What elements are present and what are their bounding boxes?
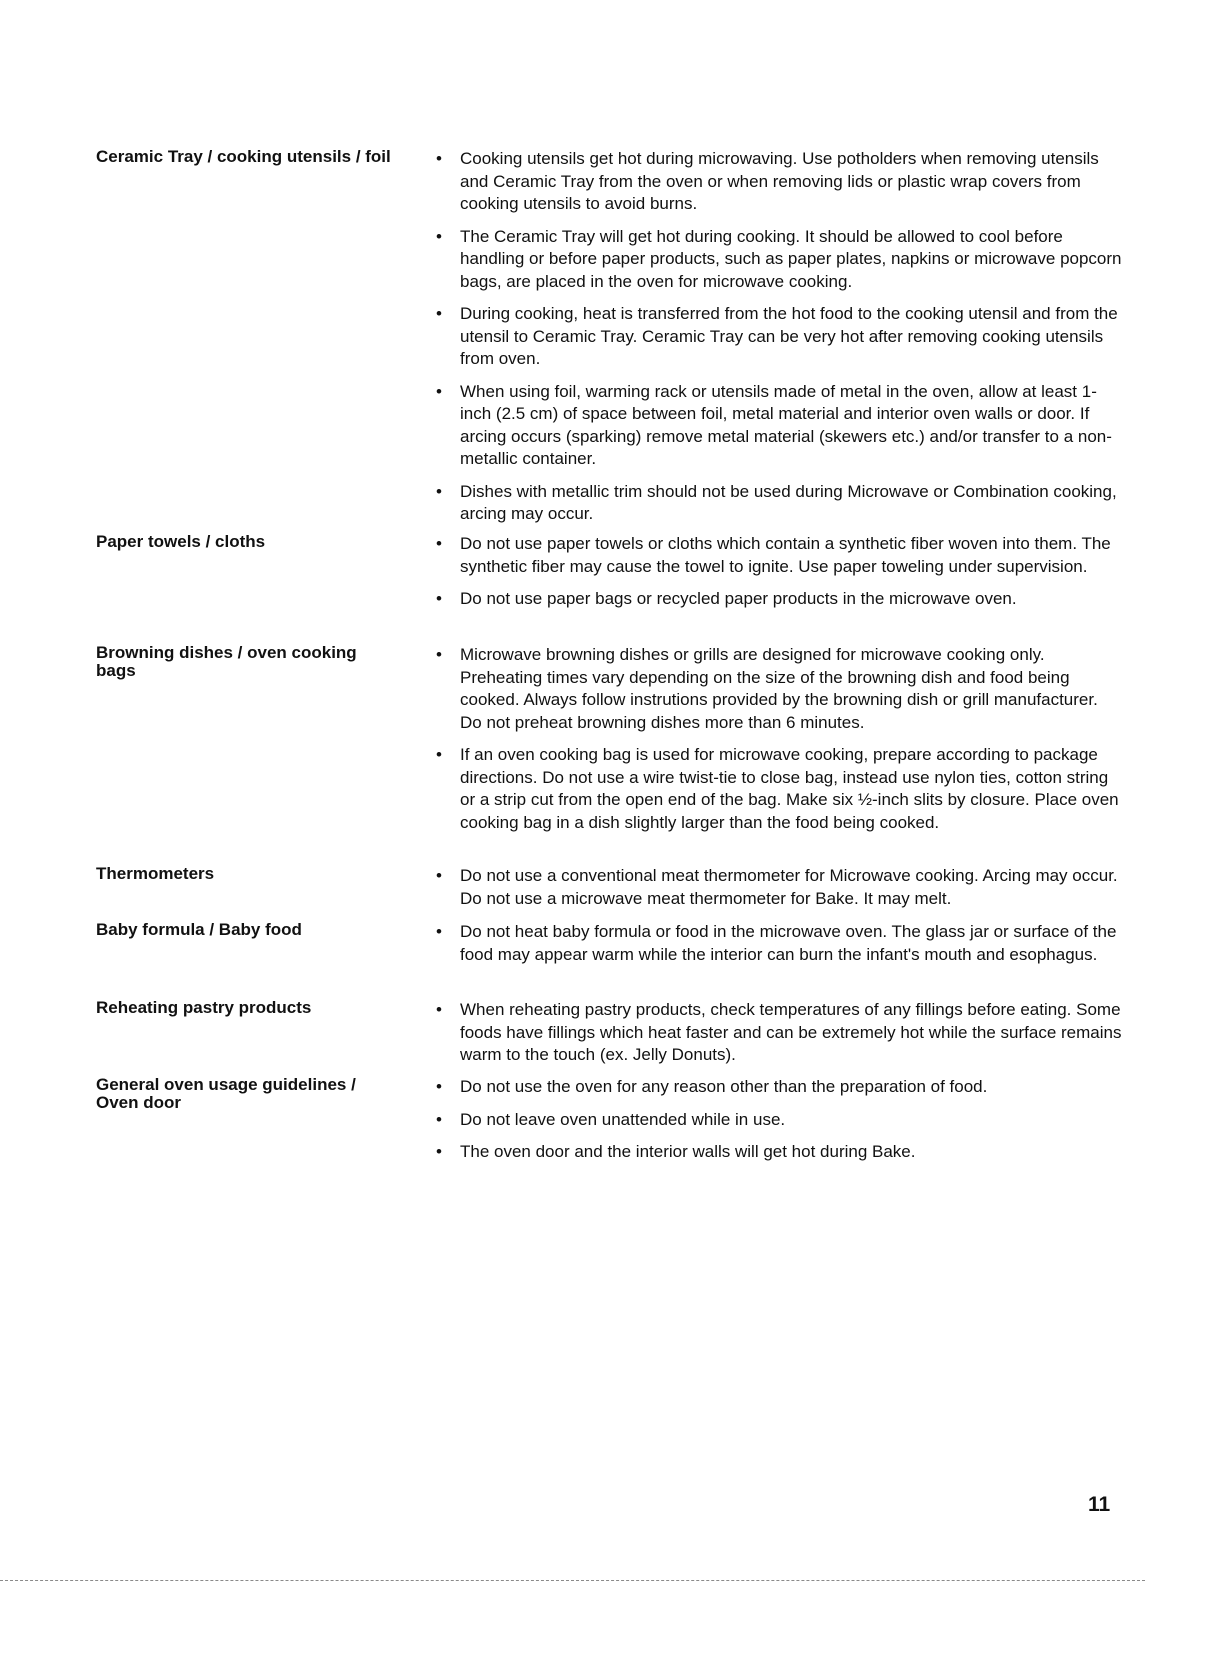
bullet-icon: • xyxy=(436,589,442,608)
section-heading: General oven usage guidelines / Oven door xyxy=(96,1075,356,1112)
item-text: Cooking utensils get hot during microwaving. Use potholders when removing utensils and Ceramic Tray from the oven or when removing lids or plastic wrap covers from cooking utensils to avoid burns. xyxy=(460,149,1099,213)
bullet-icon: • xyxy=(436,866,442,885)
list-item xyxy=(432,921,1122,966)
item-text: Do not leave oven unattended while in use. xyxy=(460,1109,786,1129)
section-heading: Reheating pastry products xyxy=(96,998,312,1017)
bullet-icon: • xyxy=(436,645,442,664)
item-text: When reheating pastry products, check temperatures of any fillings before eating. Some foods have fillings which heat faster and can be extremely hot while the surface remains warm to the touch (ex. Jelly Donuts). xyxy=(460,1000,1122,1064)
list-item xyxy=(432,1141,1122,1164)
list-item xyxy=(432,148,1122,216)
list-item xyxy=(432,381,1122,471)
item-text: The oven door and the interior walls will get hot during Bake. xyxy=(460,1142,916,1161)
bullet-icon: • xyxy=(436,481,442,501)
item-text: Do not heat baby formula or food in the microwave oven. The glass jar or surface of the food may appear warm while the interior can burn the infant's mouth and esophagus. xyxy=(460,922,1117,964)
list-item xyxy=(432,1109,1122,1132)
bullet-icon: • xyxy=(436,745,442,764)
item-text: When using foil, warming rack or utensils made of metal in the oven, allow at least 1-inch (2.5 cm) of space between foil, metal material and interior oven walls or door. If arcing occurs (sparking) remove metal material (skewers etc.) and/or transfer to a non-metallic container. xyxy=(460,381,1112,468)
bullet-list xyxy=(432,921,1122,976)
bullet-icon: • xyxy=(436,149,442,168)
bullet-list xyxy=(432,533,1122,621)
list-item xyxy=(432,744,1122,834)
section-heading: Thermometers xyxy=(96,864,215,883)
item-text: Microwave browning dishes or grills are designed for microwave cooking only. Preheating times vary depending on the size of the browning dish and food being cooked. Always follow instrutions provided by the browning dish or grill manufacturer. Do not preheat browning dishes more than 6 minutes. xyxy=(460,645,1098,732)
bullet-icon: • xyxy=(436,1077,442,1096)
bullet-icon: • xyxy=(436,922,442,941)
list-item xyxy=(432,588,1122,611)
bullet-list xyxy=(432,1076,1122,1174)
section-heading: Ceramic Tray / cooking utensils / foil xyxy=(96,147,391,166)
bullet-icon: • xyxy=(436,1000,442,1019)
bullet-icon: • xyxy=(436,226,442,246)
item-text: Do not use paper bags or recycled paper products in the microwave oven. xyxy=(460,589,1017,608)
item-text: Do not use paper towels or cloths which contain a synthetic fiber woven into them. The synthetic fiber may cause the towel to ignite. Use paper toweling under supervision. xyxy=(460,534,1111,576)
footer-rule xyxy=(0,1580,1145,1581)
list-item xyxy=(432,481,1122,526)
item-text: Dishes with metallic trim should not be used during Microwave or Combination cooking, arcing may occur. xyxy=(460,481,1117,523)
item-text: During cooking, heat is transferred from the hot food to the cooking utensil and from the utensil to Ceramic Tray. Ceramic Tray can be very hot after removing cooking utensils from oven. xyxy=(460,304,1118,368)
item-text: Do not use a conventional meat thermometer for Microwave cooking. Arcing may occur. Do not use a microwave meat thermometer for Bake. It may melt. xyxy=(460,866,1118,908)
bullet-icon: • xyxy=(436,304,442,323)
list-item xyxy=(432,533,1122,578)
item-text: The Ceramic Tray will get hot during cooking. It should be allowed to cool before handling or before paper products, such as paper plates, napkins or microwave popcorn bags, are placed in the oven for microwave cooking. xyxy=(460,226,1122,291)
item-text: If an oven cooking bag is used for microwave cooking, prepare according to package directions. Do not use a wire twist-tie to close bag, instead use nylon ties, cotton string or a strip cut from the open end of the bag. Make six ½-inch slits by closure. Place oven cooking bag in a dish slightly larger than the food being cooked. xyxy=(460,745,1119,832)
item-text: Do not use the oven for any reason other than the preparation of food. xyxy=(460,1077,988,1096)
list-item xyxy=(432,999,1122,1067)
list-item xyxy=(432,865,1122,910)
bullet-list xyxy=(432,644,1122,844)
bullet-list xyxy=(432,865,1122,920)
list-item xyxy=(432,644,1122,734)
section-heading: Paper towels / cloths xyxy=(96,532,266,551)
list-item xyxy=(432,303,1122,371)
bullet-list xyxy=(432,148,1122,536)
section-heading: Baby formula / Baby food xyxy=(96,920,302,939)
page-number: 11 xyxy=(1088,1493,1111,1516)
bullet-list xyxy=(432,999,1122,1077)
bullet-icon: • xyxy=(436,534,442,553)
bullet-icon: • xyxy=(436,1142,442,1161)
bullet-icon: • xyxy=(436,381,442,401)
bullet-icon: • xyxy=(436,1109,442,1129)
section-heading: Browning dishes / oven cooking bags xyxy=(96,643,357,680)
list-item xyxy=(432,226,1122,294)
list-item xyxy=(432,1076,1122,1099)
